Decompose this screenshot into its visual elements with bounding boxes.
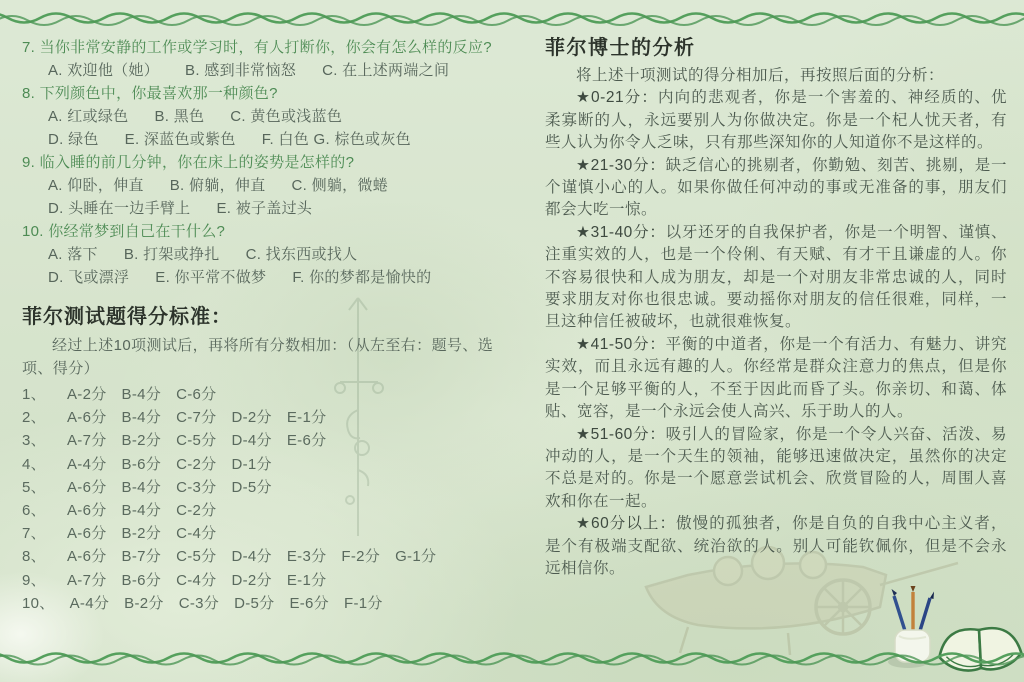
answer-option-line: [48, 266, 494, 289]
wavy-border-top-icon: [0, 2, 1024, 38]
answer-option: C. 侧躺，微蜷: [291, 177, 389, 194]
answer-option-line: [48, 128, 494, 151]
score-value: E-6分: [289, 594, 329, 612]
answer-option: B. 打架或挣扎: [123, 246, 220, 263]
score-range-label: ★60分以上：: [576, 515, 677, 533]
analysis-text: 傲慢的孤独者，你是自负的自我中心主义者，是个有极端支配欲、统治欲的人。别人可能钦佩你，但是不会永远相信你。: [545, 515, 1007, 577]
answer-option: D. 飞或漂浮: [48, 269, 130, 286]
question-text: 10. 你经常梦到自己在干什么?: [22, 223, 226, 240]
question-block: [22, 220, 494, 289]
score-value: C-2分: [176, 455, 217, 473]
answer-option: C. 黄色或浅蓝色: [230, 108, 343, 125]
answer-option: E. 被子盖过头: [216, 200, 313, 217]
question-block: [22, 151, 494, 220]
answer-option: D. 绿色: [48, 131, 99, 148]
answer-option: C. 找东西或找人: [245, 246, 358, 263]
answer-option-line: [48, 197, 494, 220]
score-value: E-1分: [286, 571, 327, 589]
analysis-text: 内向的悲观者，你是一个害羞的、神经质的、优柔寡断的人，永远要别人为你做决定。你是一个杞人忧天者，有些人认为你令人乏味，只有那些深知你的人知道你不是这样的。: [545, 89, 1007, 152]
score-value: B-6分: [121, 455, 162, 473]
analysis-text: 吸引人的冒险家，你是一个令人兴奋、活泼、易冲动的人，是一个天生的领袖，能够迅速做决定，虽然你的决定不总是对的。你是一个愿意尝试机会、欣赏冒险的人，周围人喜欢和你在一起。: [545, 425, 1007, 510]
wavy-border-bottom-icon: [0, 640, 1024, 676]
score-value: B-4分: [121, 409, 162, 427]
score-value: G-1分: [395, 548, 437, 566]
score-value: D-5分: [231, 478, 272, 496]
score-key-row: [22, 592, 494, 615]
score-value: B-2分: [124, 594, 164, 612]
score-key-row: [22, 522, 494, 545]
score-value: F-2分: [341, 548, 381, 566]
answer-option: E. 你平常不做梦: [155, 269, 267, 286]
score-value: A-6分: [67, 409, 107, 427]
score-value: B-7分: [121, 548, 162, 566]
score-key-row: [22, 453, 494, 476]
score-value: F-1分: [343, 594, 383, 612]
score-key-row: [22, 476, 494, 499]
analysis-section-title: 菲尔博士的分析: [545, 37, 696, 59]
score-value: B-4分: [121, 386, 162, 403]
score-value: C-2分: [176, 502, 217, 520]
score-row-number: 2、: [22, 409, 46, 427]
analysis-text: 缺乏信心的挑剔者，你勤勉、刻苦、挑剔，是一个谨慎小心的人。如果你做任何冲动的事或无准备的事，朋友们都会大吃一惊。: [545, 156, 1007, 219]
score-range-label: ★0-21分：: [576, 89, 659, 107]
score-key-row: [22, 569, 494, 592]
answer-option: B. 俯躺，伸直: [169, 177, 266, 194]
analysis-text: 以牙还牙的自我保护者，你是一个明智、谨慎、注重实效的人，也是一个伶俐、有天赋、有才干且谦虚的人。你不容易很快和人成为朋友，却是一个对朋友非常忠诚的人，同时要求朋友对你也很忠诚。要动摇你对朋友的信任很难，同样，一旦这种信任被破坏，也就很难恢复。: [545, 223, 1007, 331]
analysis-paragraph: [545, 334, 1007, 424]
score-value: D-2分: [231, 571, 272, 589]
answer-option: B. 感到非常恼怒: [185, 62, 297, 79]
score-key-row: [22, 545, 494, 568]
score-range-label: ★31-40分：: [576, 223, 666, 241]
score-value: A-7分: [67, 571, 107, 589]
answer-option: A. 落下: [48, 246, 98, 263]
score-row-number: 4、: [22, 455, 46, 473]
score-row-number: 10、: [22, 594, 55, 612]
score-row-number: 7、: [22, 525, 46, 543]
answer-option: E. 深蓝色或紫色: [124, 131, 236, 148]
score-value: E-3分: [286, 548, 327, 566]
score-value: B-4分: [121, 502, 162, 520]
score-value: A-4分: [67, 455, 107, 473]
score-value: C-3分: [178, 594, 220, 612]
analysis-intro: 将上述十项测试的得分相加后，再按照后面的分析：: [576, 67, 945, 84]
score-row-number: 3、: [22, 432, 46, 450]
right-column: [545, 34, 1007, 580]
score-value: D-4分: [231, 548, 272, 566]
score-value: A-6分: [67, 548, 107, 566]
score-value: E-6分: [286, 432, 327, 450]
answer-option-line: [48, 243, 494, 266]
analysis-paragraph-list: [545, 87, 1007, 580]
score-key-row: [22, 383, 494, 406]
answer-option-line: [48, 174, 494, 197]
score-key-list: [22, 383, 494, 615]
answer-option: F. 你的梦都是愉快的: [292, 269, 432, 286]
score-row-number: 8、: [22, 548, 46, 566]
left-column: [22, 36, 494, 615]
score-value: D-2分: [231, 409, 272, 427]
answer-option: A. 红或绿色: [48, 108, 129, 125]
answer-option: C. 在上述两端之间: [322, 62, 450, 79]
answer-option: A. 欢迎他（她）: [48, 62, 160, 79]
score-value: A-2分: [67, 386, 107, 403]
score-value: A-7分: [67, 432, 107, 450]
analysis-text: 平衡的中道者，你是一个有活力、有魅力、讲究实效，而且永远有趣的人。你经常是群众注意力的焦点，但是你是一个足够平衡的人，不至于因此而昏了头。你亲切、和蔼、体贴、宽容，是一个永远会使人高兴、乐于助人的人。: [545, 335, 1007, 421]
score-value: D-1分: [231, 455, 272, 473]
score-value: A-6分: [67, 525, 107, 543]
question-block: [22, 36, 494, 82]
question-list: [22, 36, 494, 289]
answer-option-line: [48, 105, 494, 128]
question-text: 9. 临入睡的前几分钟，你在床上的姿势是怎样的?: [22, 154, 355, 171]
analysis-paragraph: [545, 222, 1007, 334]
score-row-number: 9、: [22, 571, 46, 589]
answer-option-line: [48, 59, 494, 82]
analysis-paragraph: [545, 513, 1007, 580]
scoring-intro: 经过上述10项测试后，再将所有分数相加：（从左至右：题号、选项、得分）: [22, 337, 494, 377]
score-value: C-6分: [176, 386, 217, 403]
score-value: C-3分: [176, 478, 217, 496]
score-value: A-6分: [67, 478, 107, 496]
answer-option: A. 仰卧，伸直: [48, 177, 144, 194]
answer-option: B. 黑色: [154, 108, 205, 125]
score-range-label: ★21-30分：: [576, 156, 666, 174]
score-value: B-2分: [121, 432, 162, 450]
score-value: B-2分: [121, 525, 162, 543]
score-value: A-6分: [67, 502, 107, 520]
score-row-number: 1、: [22, 386, 46, 403]
analysis-paragraph: [545, 424, 1007, 514]
score-value: C-4分: [176, 571, 217, 589]
answer-option: F. 白色 G. 棕色或灰色: [261, 131, 411, 148]
score-value: D-5分: [234, 594, 275, 612]
analysis-paragraph: [545, 155, 1007, 222]
question-text: 7. 当你非常安静的工作或学习时，有人打断你，你会有怎么样的反应?: [22, 39, 492, 56]
score-value: C-5分: [176, 548, 217, 566]
score-value: B-6分: [121, 571, 162, 589]
score-value: C-7分: [176, 409, 217, 427]
score-key-row: [22, 429, 494, 452]
score-key-row: [22, 499, 494, 522]
score-value: C-5分: [176, 432, 217, 450]
score-value: E-1分: [286, 409, 327, 427]
question-text: 8. 下列颜色中，你最喜欢那一种颜色?: [22, 85, 278, 102]
scoring-section-title: 菲尔测试题得分标准：: [22, 306, 232, 328]
analysis-paragraph: [545, 87, 1007, 154]
score-range-label: ★51-60分：: [576, 425, 666, 443]
score-value: A-4分: [69, 594, 110, 612]
score-value: D-4分: [231, 432, 272, 450]
question-block: [22, 82, 494, 151]
answer-option: D. 头睡在一边手臂上: [48, 200, 191, 217]
score-value: B-4分: [121, 478, 162, 496]
score-range-label: ★41-50分：: [576, 335, 666, 353]
score-row-number: 6、: [22, 502, 46, 520]
score-row-number: 5、: [22, 478, 46, 496]
score-value: C-4分: [176, 525, 217, 543]
score-key-row: [22, 406, 494, 429]
